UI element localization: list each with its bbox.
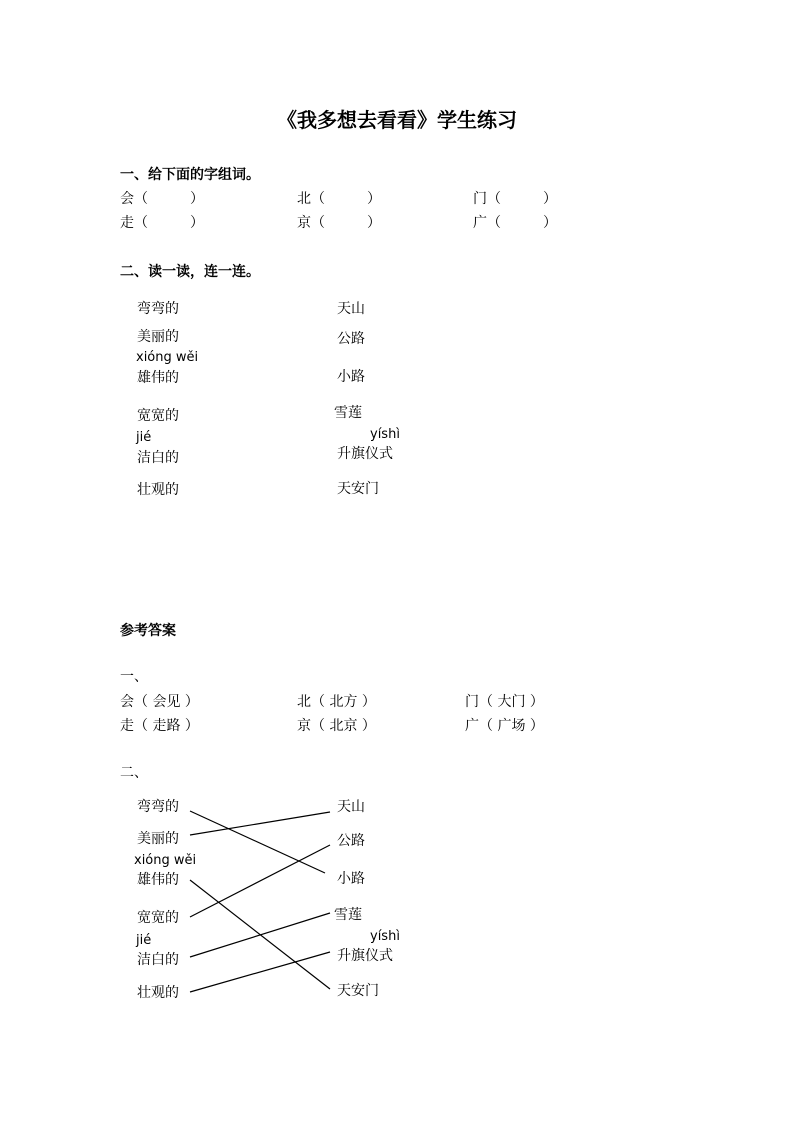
exercise-cell: 门（ ） bbox=[473, 191, 557, 207]
left-word: 雄伟的 bbox=[137, 370, 179, 386]
match-line bbox=[190, 913, 330, 957]
left-word: 弯弯的 bbox=[137, 301, 179, 317]
section1-heading: 一、给下面的字组词。 bbox=[120, 167, 260, 183]
right-word: 雪莲 bbox=[334, 405, 362, 421]
answer-cell: 京（ 北京 ） bbox=[297, 718, 376, 734]
left-word: 宽宽的 bbox=[137, 408, 179, 424]
section2-heading: 二、读一读，连一连。 bbox=[120, 264, 260, 280]
exercise-cell: 广（ ） bbox=[473, 215, 557, 231]
left-word: 洁白的 bbox=[137, 450, 179, 466]
pinyin-annotation: xióng wěi bbox=[136, 350, 199, 365]
left-word: 美丽的 bbox=[137, 329, 179, 345]
right-word: 天山 bbox=[337, 301, 365, 317]
right-word: 天安门 bbox=[337, 481, 379, 497]
left-word: 壮观的 bbox=[137, 482, 179, 498]
answer-right-word: 公路 bbox=[337, 833, 365, 849]
match-line bbox=[190, 811, 325, 873]
answer-left-word: 弯弯的 bbox=[137, 799, 179, 815]
exercise-cell: 走（ ） bbox=[120, 215, 204, 231]
answer-left-word: 洁白的 bbox=[137, 952, 179, 968]
answer-cell: 会（ 会见 ） bbox=[120, 694, 199, 710]
pinyin-annotation: jié bbox=[136, 430, 152, 445]
right-word: 小路 bbox=[337, 369, 365, 385]
answer-left-word: 宽宽的 bbox=[137, 910, 179, 926]
answer-cell: 北（ 北方 ） bbox=[297, 694, 376, 710]
exercise-cell: 京（ ） bbox=[297, 215, 381, 231]
answer-cell: 走（ 走路 ） bbox=[120, 718, 199, 734]
exercise-cell: 北（ ） bbox=[297, 191, 381, 207]
answer-right-word: 天山 bbox=[337, 799, 365, 815]
answer-cell: 门（ 大门 ） bbox=[465, 694, 544, 710]
answers-part2-label: 二、 bbox=[120, 765, 148, 781]
answer-right-word: 小路 bbox=[337, 871, 365, 887]
answer-left-word: 美丽的 bbox=[137, 831, 179, 847]
match-line bbox=[190, 812, 330, 835]
pinyin-annotation: yíshì bbox=[370, 929, 400, 944]
answer-right-word: 天安门 bbox=[337, 983, 379, 999]
pinyin-annotation: jié bbox=[136, 933, 152, 948]
right-word: 升旗仪式 bbox=[337, 446, 393, 462]
pinyin-annotation: xióng wěi bbox=[134, 853, 197, 868]
answers-heading: 参考答案 bbox=[120, 623, 176, 639]
answer-right-word: 雪莲 bbox=[334, 907, 362, 923]
page-title: 《我多想去看看》学生练习 bbox=[277, 108, 517, 132]
right-word: 公路 bbox=[337, 331, 365, 347]
match-line bbox=[190, 845, 330, 917]
exercise-cell: 会（ ） bbox=[120, 191, 204, 207]
pinyin-annotation: yíshì bbox=[370, 427, 400, 442]
answer-left-word: 壮观的 bbox=[137, 985, 179, 1001]
answer-right-word: 升旗仪式 bbox=[337, 948, 393, 964]
answer-cell: 广（ 广场 ） bbox=[465, 718, 544, 734]
answer-left-word: 雄伟的 bbox=[137, 872, 179, 888]
answers-part1-label: 一、 bbox=[120, 669, 148, 685]
